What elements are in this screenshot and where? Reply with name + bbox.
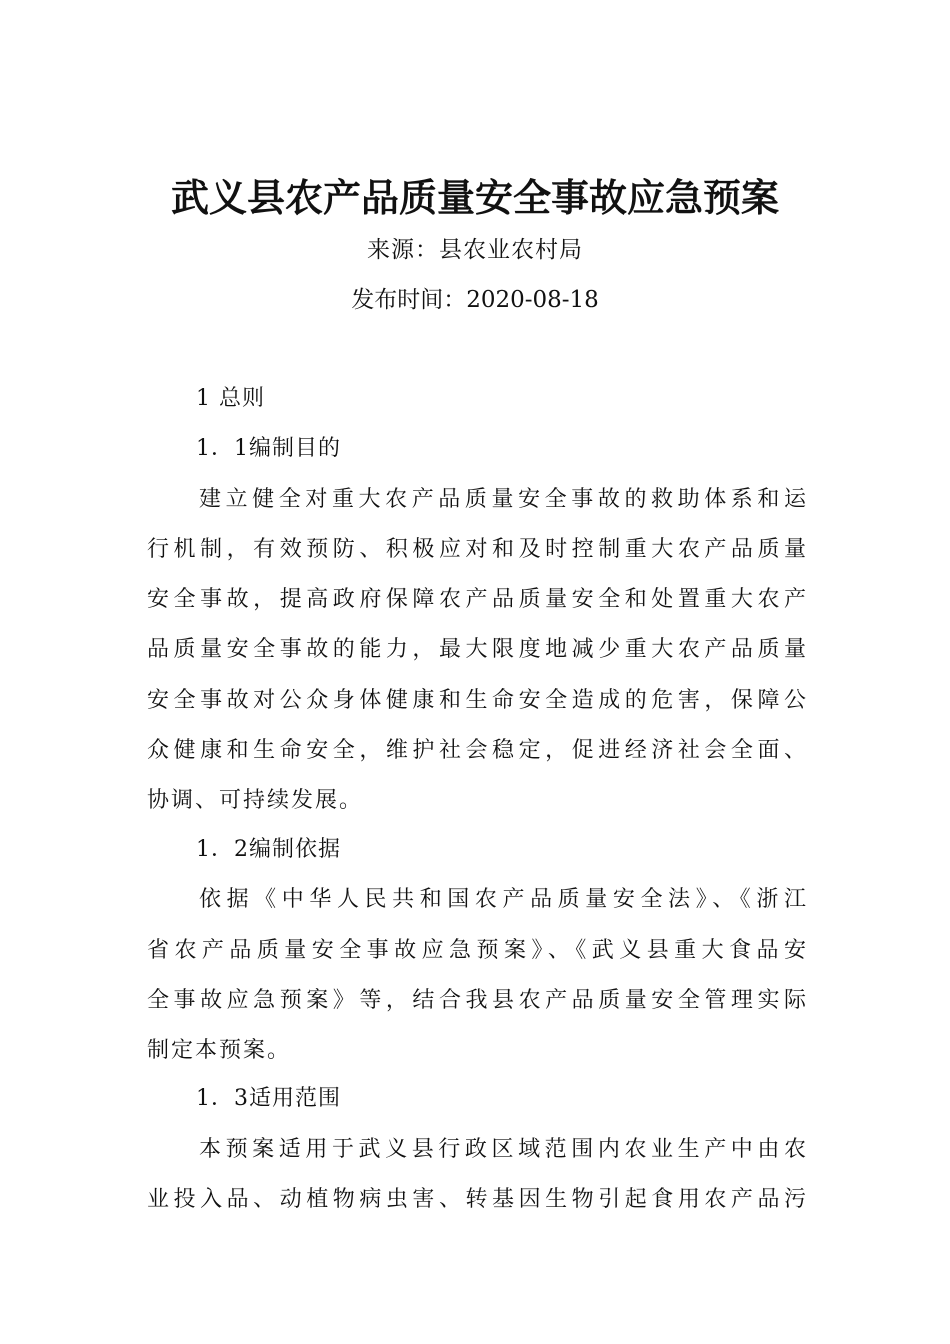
section-heading-scope: 1．3适用范围	[196, 1086, 341, 1111]
section-heading-basis: 1．2编制依据	[196, 837, 341, 862]
paragraph-line: 本预案适用于武义县行政区域范围内农业生产中由农	[199, 1137, 807, 1162]
document-source: 来源：县农业农村局	[367, 237, 583, 263]
paragraph-line: 省农产品质量安全事故应急预案》、《武义县重大食品安	[147, 938, 807, 963]
paragraph-line: 安全事故，提高政府保障农产品质量安全和处置重大农产	[147, 587, 807, 612]
section-heading-general: 1 总则	[196, 386, 265, 411]
paragraph-line: 业投入品、动植物病虫害、转基因生物引起食用农产品污	[147, 1187, 807, 1212]
publish-date: 发布时间：2020-08-18	[351, 287, 599, 313]
paragraph-line: 全事故应急预案》等，结合我县农产品质量安全管理实际	[147, 988, 807, 1013]
paragraph-line: 建立健全对重大农产品质量安全事故的救助体系和运	[199, 487, 807, 512]
paragraph-line: 制定本预案。	[147, 1038, 292, 1063]
paragraph-line: 品质量安全事故的能力，最大限度地减少重大农产品质量	[147, 637, 807, 662]
section-heading-purpose: 1．1编制目的	[196, 436, 341, 461]
paragraph-line: 行机制，有效预防、积极应对和及时控制重大农产品质量	[147, 537, 807, 562]
paragraph-line: 众健康和生命安全，维护社会稳定，促进经济社会全面、	[147, 738, 807, 763]
document-title: 武义县农产品质量安全事故应急预案	[170, 175, 779, 220]
paragraph-line: 协调、可持续发展。	[147, 788, 364, 813]
paragraph-line: 依据《中华人民共和国农产品质量安全法》、《浙江	[199, 887, 807, 912]
paragraph-line: 安全事故对公众身体健康和生命安全造成的危害，保障公	[147, 688, 807, 713]
